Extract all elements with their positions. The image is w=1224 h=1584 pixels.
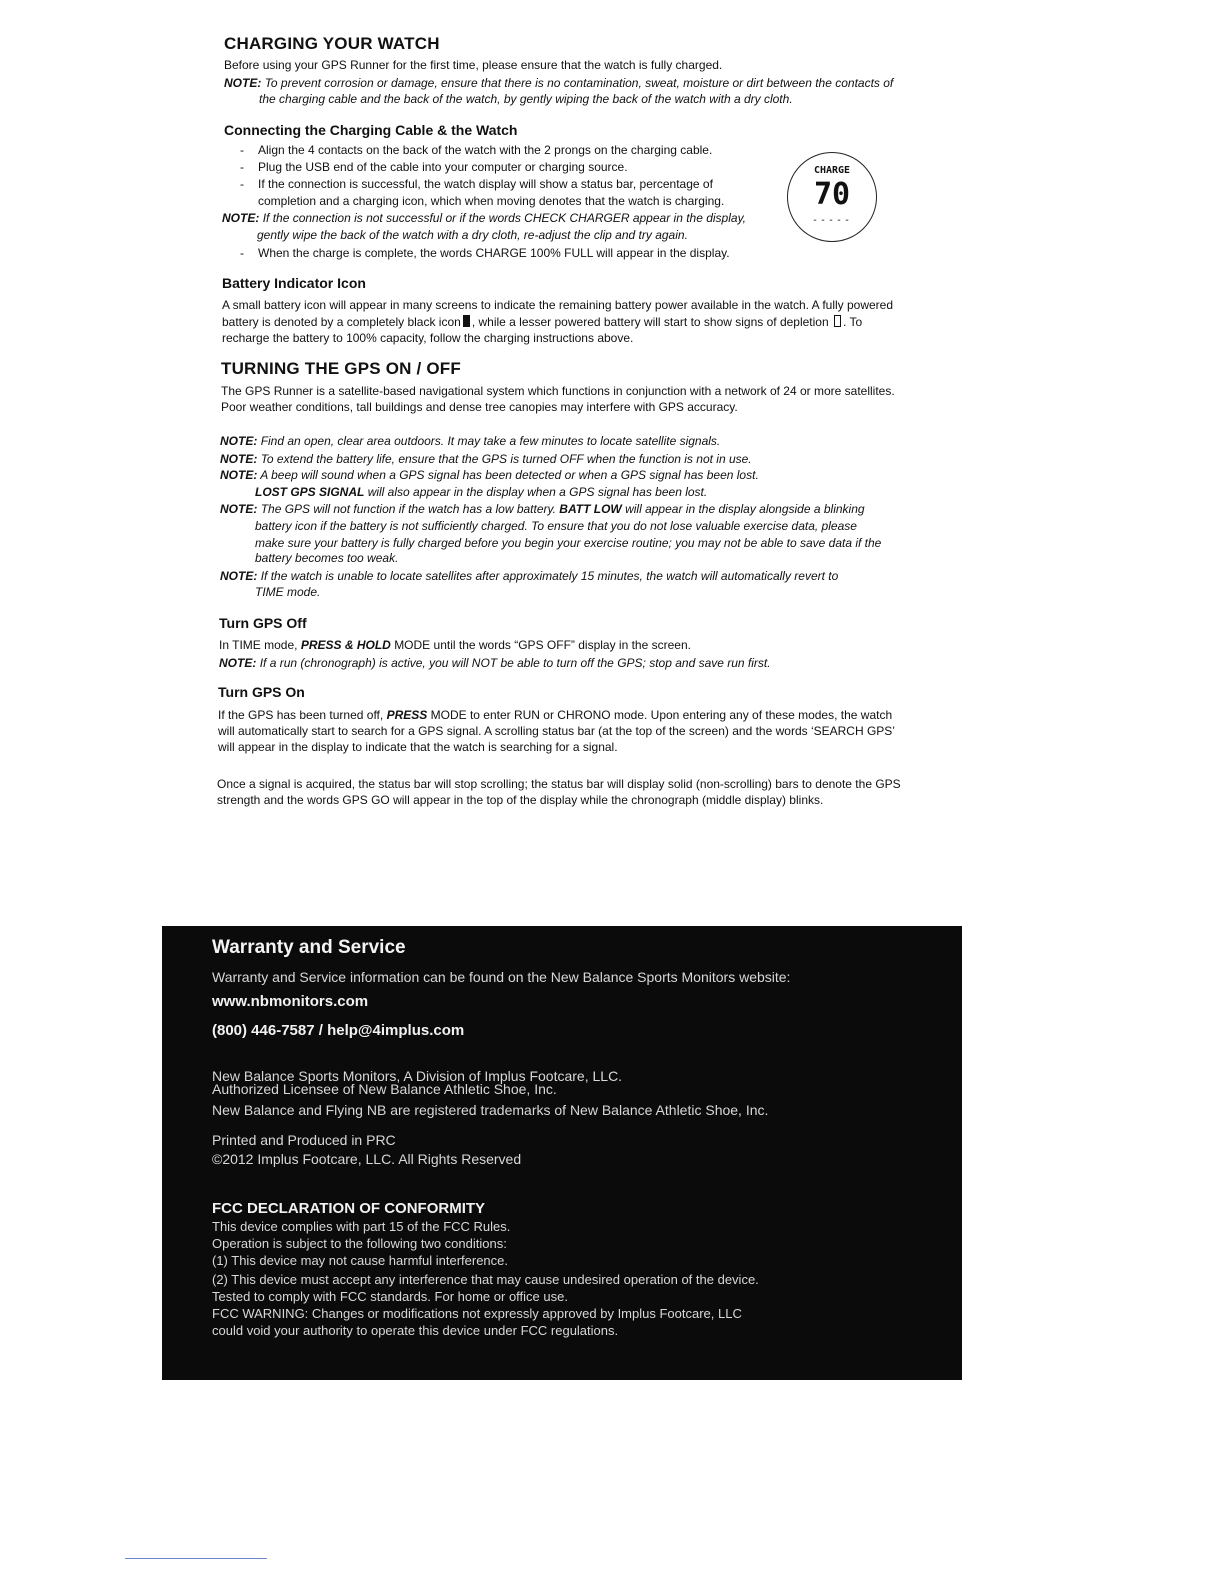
connecting-bullet-1	[240, 142, 712, 158]
gps-note-2	[220, 451, 752, 467]
footer-rule	[125, 1558, 267, 1559]
gps-off-title: Turn GPS Off	[219, 615, 307, 631]
gps-note-5	[220, 568, 838, 584]
gps-off-note	[219, 655, 771, 671]
warranty-website: www.nbmonitors.com	[212, 993, 369, 1010]
connecting-note-line1: If the connection is not successful or if the words CHECK CHARGER appear in the display,	[262, 211, 747, 225]
warranty-line-1: Warranty and Service information can be found on the New Balance Sports Monitors website:	[212, 969, 791, 985]
battery-full-icon	[463, 315, 470, 327]
watch-charge-display	[787, 152, 877, 242]
fcc-line-6: FCC WARNING: Changes or modifications not expressly approved by Implus Footcare, LLC	[212, 1306, 742, 1321]
connecting-bullet-2	[240, 159, 628, 175]
fcc-line-2: Operation is subject to the following two conditions:	[212, 1236, 507, 1251]
gps-off-text: In TIME mode,	[219, 638, 298, 652]
fcc-line-3: (1) This device may not cause harmful interference.	[212, 1253, 509, 1268]
gps-note-text: Find an open, clear area outdoors. It may take a few minutes to locate satellite signals.	[260, 434, 721, 448]
connecting-bullet-3-cont: completion and a charging icon, which when moving denotes that the watch is charging.	[258, 194, 725, 208]
gps-on-line-1	[218, 707, 892, 723]
bullet-mark: -	[240, 177, 244, 191]
battery-title: Battery Indicator Icon	[222, 275, 366, 291]
gps-note-text: will also appear in the display when a GPS signal has been lost.	[367, 485, 708, 499]
gps-title: TURNING THE GPS ON / OFF	[221, 359, 461, 378]
bullet-text: Plug the USB end of the cable into your computer or charging source.	[258, 160, 628, 174]
connecting-note-line2: gently wipe the back of the watch with a dry cloth, re-adjust the clip and try again.	[257, 228, 688, 242]
fcc-title: FCC DECLARATION OF CONFORMITY	[212, 1200, 486, 1217]
watch-status-bar: -----	[811, 215, 853, 226]
gps-line-2: Poor weather conditions, tall buildings and dense tree canopies may interfere with GPS accuracy.	[221, 400, 738, 414]
gps-note-4c: make sure your battery is fully charged before you begin your exercise routine; you may not be able to save data if the	[255, 536, 882, 550]
battery-text: , while a lesser powered battery will start to show signs of depletion	[471, 315, 829, 329]
gps-on-title: Turn GPS On	[218, 684, 305, 700]
note-label: NOTE:	[224, 76, 262, 90]
bullet-text: If the connection is successful, the watch display will show a status bar, percentage of	[258, 177, 713, 191]
gps-note-4b: battery icon if the battery is not sufficiently charged. To ensure that you do not lose valuable exercise data, please	[255, 519, 857, 533]
gps-note-1	[220, 433, 720, 449]
battery-depleted-icon	[834, 315, 841, 327]
company-line-1: New Balance Sports Monitors, A Division of Implus Footcare, LLC.	[212, 1068, 623, 1084]
connecting-title: Connecting the Charging Cable & the Watch	[224, 122, 518, 138]
watch-charge-label: CHARGE	[813, 165, 851, 176]
note-label: NOTE:	[220, 502, 258, 516]
connecting-bullet-4	[240, 245, 730, 261]
battery-text: battery is denoted by a completely black icon	[222, 315, 461, 329]
charging-note-line2: the charging cable and the back of the watch, by gently wiping the back of the watch with a dry cloth.	[259, 92, 793, 106]
charging-title: CHARGING YOUR WATCH	[224, 34, 440, 53]
battery-line-3: recharge the battery to 100% capacity, follow the charging instructions above.	[222, 331, 634, 345]
fcc-line-7: could void your authority to operate this device under FCC regulations.	[212, 1323, 619, 1338]
bullet-mark: -	[240, 246, 244, 260]
gps-note-text: A beep will sound when a GPS signal has been detected or when a GPS signal has been lost.	[260, 468, 759, 482]
trademark-line: New Balance and Flying NB are registered trademarks of New Balance Athletic Shoe, Inc.	[212, 1102, 769, 1118]
gps-on-line-5: strength and the words GPS GO will appear in the top of the display while the chronograph (middle display) blinks.	[217, 793, 824, 807]
watch-charge-value: 70	[813, 177, 851, 212]
gps-note-5b: TIME mode.	[255, 585, 321, 599]
battery-text: . To	[843, 315, 863, 329]
gps-note-4	[220, 501, 865, 517]
charging-intro: Before using your GPS Runner for the first time, please ensure that the watch is fully charged.	[224, 58, 723, 72]
battery-line-1: A small battery icon will appear in many screens to indicate the remaining battery power available in the watch. A fully powered	[222, 298, 894, 312]
fcc-line-1: This device complies with part 15 of the FCC Rules.	[212, 1219, 511, 1234]
warranty-title: Warranty and Service	[212, 937, 406, 958]
charging-note	[224, 75, 893, 91]
gps-off-line-1	[219, 637, 691, 653]
gps-off-note-text: If a run (chronograph) is active, you will NOT be able to turn off the GPS; stop and save run first.	[259, 656, 771, 670]
gps-on-text: MODE to enter RUN or CHRONO mode. Upon entering any of these modes, the watch	[430, 708, 893, 722]
note-label: NOTE:	[220, 452, 258, 466]
note-label: NOTE:	[220, 434, 258, 448]
fcc-line-4: (2) This device must accept any interference that may cause undesired operation of the device.	[212, 1272, 759, 1287]
gps-note-text: If the watch is unable to locate satellites after approximately 15 minutes, the watch will automatically revert to	[260, 569, 839, 583]
gps-on-line-3: will appear in the display to indicate that the watch is searching for a signal.	[218, 740, 618, 754]
note-label: NOTE:	[222, 211, 260, 225]
gps-off-text: MODE until the words “GPS OFF” display in the screen.	[394, 638, 691, 652]
press-hold-term: PRESS & HOLD	[300, 638, 391, 652]
charging-note-line1: To prevent corrosion or damage, ensure that there is no contamination, sweat, moisture or dirt between the contacts of	[264, 76, 894, 90]
gps-on-line-4: Once a signal is acquired, the status bar will stop scrolling; the status bar will display solid (non-scrolling) bars to denote the GPS	[217, 777, 901, 791]
copyright-line: ©2012 Implus Footcare, LLC. All Rights Reserved	[212, 1151, 522, 1167]
press-term: PRESS	[386, 708, 428, 722]
gps-note-text: will appear in the display alongside a blinking	[625, 502, 865, 516]
lost-gps-signal-term: LOST GPS SIGNAL	[255, 485, 365, 499]
connecting-bullet-3	[240, 176, 713, 192]
bullet-text: When the charge is complete, the words CHARGE 100% FULL will appear in the display.	[258, 246, 730, 260]
bullet-mark: -	[240, 143, 244, 157]
gps-on-line-2: will automatically start to search for a GPS signal. A scrolling status bar (at the top of the screen) and the words ‘SEARCH GPS’	[218, 724, 895, 738]
warranty-panel	[162, 926, 962, 1380]
fcc-line-5: Tested to comply with FCC standards. For home or office use.	[212, 1289, 568, 1304]
note-label: NOTE:	[219, 656, 257, 670]
warranty-contact: (800) 446-7587 / help@4implus.com	[212, 1022, 465, 1039]
note-label: NOTE:	[220, 569, 258, 583]
note-label: NOTE:	[220, 468, 258, 482]
gps-note-3b	[255, 484, 707, 500]
gps-note-4d: battery becomes too weak.	[255, 551, 399, 565]
gps-note-text: To extend the battery life, ensure that the GPS is turned OFF when the function is not in use.	[260, 452, 752, 466]
connecting-note	[222, 210, 746, 226]
printed-line: Printed and Produced in PRC	[212, 1132, 396, 1148]
gps-note-3	[220, 467, 759, 483]
batt-low-term: BATT LOW	[559, 502, 622, 516]
bullet-mark: -	[240, 160, 244, 174]
gps-on-text: If the GPS has been turned off,	[218, 708, 384, 722]
bullet-text: Align the 4 contacts on the back of the watch with the 2 prongs on the charging cable.	[258, 143, 713, 157]
company-line-2: Authorized Licensee of New Balance Athletic Shoe, Inc.	[212, 1081, 557, 1097]
battery-line-2	[222, 314, 862, 330]
gps-line-1: The GPS Runner is a satellite-based navigational system which functions in conjunction with a network of 24 or more satellites.	[221, 384, 895, 398]
gps-note-text: The GPS will not function if the watch has a low battery.	[260, 502, 556, 516]
